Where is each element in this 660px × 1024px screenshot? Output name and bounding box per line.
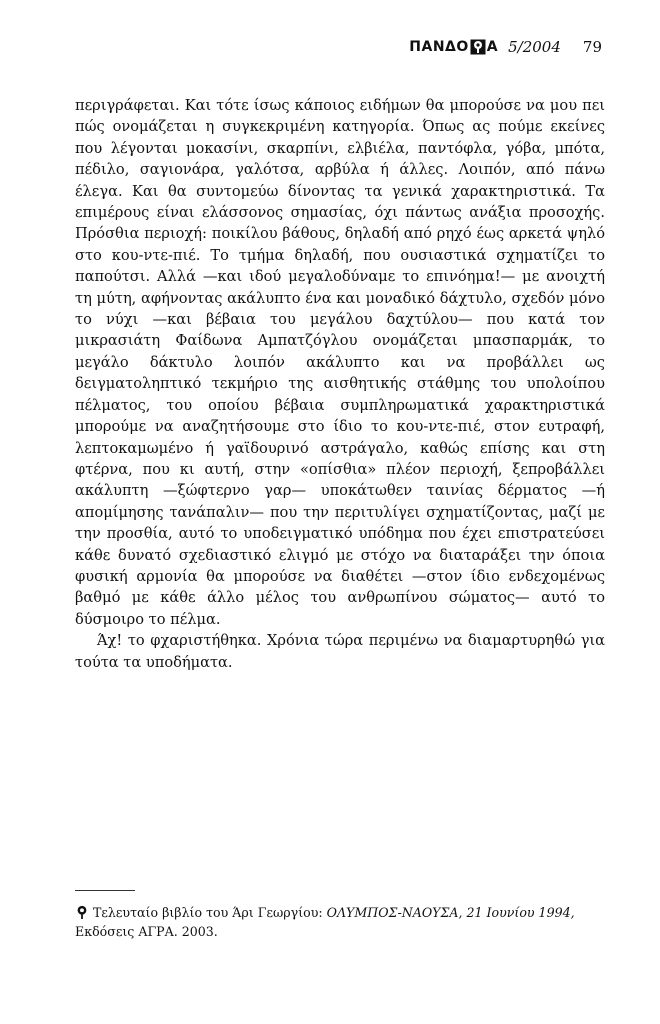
footnote-book-title: ΟΛΥΜΠΟΣ-ΝΑΟΥΣΑ, 21 Ιουνίου 1994,	[326, 905, 575, 920]
footnote-text-after: Εκδόσεις ΑΓΡΑ. 2003.	[75, 924, 218, 939]
paragraph: Άχ! το φχαριστήθηκα. Χρόνια τώρα περιμένω να διαμαρτυρηθώ για τούτα τα υποδήματα.	[75, 632, 605, 671]
footnote	[75, 903, 605, 941]
issue-number: 5/2004	[508, 38, 561, 56]
paragraph: περιγράφεται. Και τότε ίσως κάποιος ειδήμων θα μπορούσε να μου πει πώς ονομάζεται η συγκεκριμένη κατηγορία. Όπως ας πούμε εκείνες που λέγονται μοκασίνι, σκαρπίνι, ελβιέλα, παντόφλα, γόβα, μπότα, πέδιλο, σαγιονάρα, γαλότσα, αρβύλα ή άλλες. Λοιπόν, από πάνω έλεγα. Και θα συντομεύω δίνοντας τα γενικά χαρακτηριστικά. Τα επιμέρους είναι ελάσσονος σημασίας, όχι πάντως ανάξια προσοχής. Πρόσθια περιοχή: ποικίλου βάθους, δηλαδή από ρηχό έως αρκετά ψηλό στο κου-ντε-πιέ. Το τμήμα δηλαδή, που ουσιαστικά σχηματίζει το παπούτσι. Αλλά —και ιδού μεγαλοδύναμε το επινόημα!— με ανοιχτή τη μύτη, αφήνοντας ακάλυπτο ένα και μοναδικό δάχτυλο, σχεδόν μόνο το νύχι —και βέβαια του μεγάλου δαχτύλου— που κατά τον μικρασιάτη Φαίδωνα Αμπατζόγλου ονομάζεται μπασπαρμάκ, το μεγάλο δάκτυλο λοιπόν ακάλυπτο και να προβάλλει ως δειγματοληπτικό τεκμήριο της αισθητικής στάθμης του υπολοίπου πέλματος, του οποίου βέβαια συμπληρωματικά χαρακτηριστικά μπορούμε να αναζητήσουμε στο ίδιο το κου-ντε-πιέ, στον ευτραφή, λεπτοκαμωμένο ή γαϊδουρινό αστράγαλο, καθώς επίσης και στη φτέρνα, που κι αυτή, στην «οπίσθια» πλέον περιοχή, ξεπροβάλλει ακάλυπτη —ξώφτερνο γαρ— υποκάτωθεν ταινίας δέρματος —ή απομίμησης τανάπαλιν— που την περιτυλίγει σχηματίζοντας, μαζί με την προσθία, αυτό το υποδειγματικό υπόδημα που έχει επιστρατεύσει κάθε δυνατό σχεδιαστικό ελιγμό με στόχο να διαταράξει την όποια φυσική αρμονία θα μπορούσε να διαθέτει —στον ίδιο ενδεχομένως βαθμό με κάθε άλλο μέλος του ανθρωπίνου σώματος— αυτό το δύσμοιρο το πέλμα.	[75, 97, 605, 628]
running-header	[409, 38, 602, 56]
pandora-logo-icon	[470, 39, 486, 55]
footnote-text-before: Τελευταίο βιβλίο του Άρι Γεωργίου:	[93, 905, 327, 920]
journal-name	[409, 39, 498, 55]
footnote-divider	[75, 890, 135, 891]
pandora-logo-icon	[75, 905, 89, 919]
page-number: 79	[582, 38, 602, 56]
journal-name-prefix: ΠΑΝΔΟ	[409, 39, 469, 55]
article-body	[75, 95, 605, 673]
journal-name-suffix: Α	[486, 39, 499, 55]
